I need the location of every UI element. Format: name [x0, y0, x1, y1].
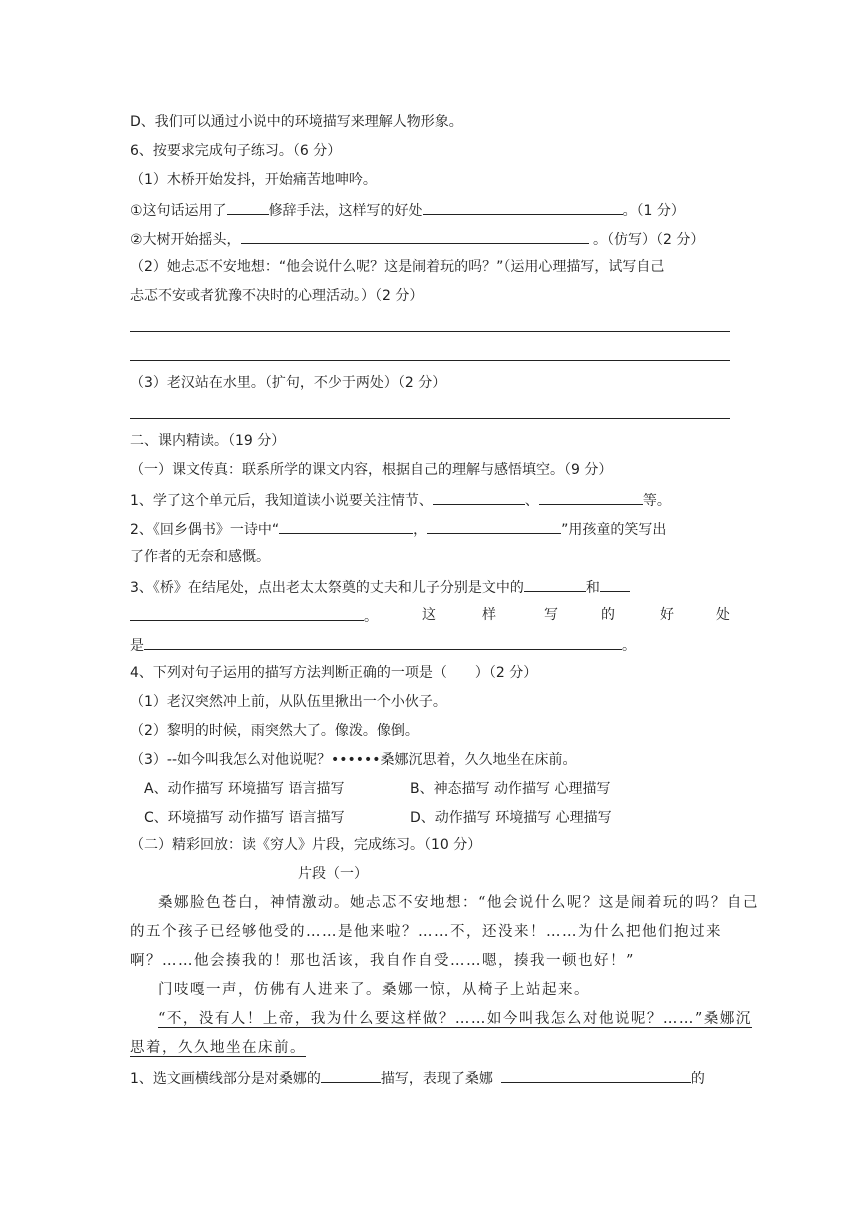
excerpt-question-1: 1、选文画横线部分是对桑娜的 描写，表现了桑娜 的 [130, 1067, 705, 1089]
fill-item-3-line2: 。 [130, 605, 378, 627]
fill-item-2: 2、《回乡偶书》一诗中“ ， ”用孩童的笑写出 [130, 518, 666, 540]
blank-mood[interactable] [501, 1067, 691, 1083]
sentence-2: （2）黎明的时候，雨突然大了。像泼。像倒。 [130, 723, 419, 739]
excerpt-para-1-line-1: 桑娜脸色苍白，神情激动。她忐忑不安地想：“他会说什么呢？这是闹着玩的吗？自己 [158, 895, 759, 911]
spaced-char: 样 [482, 607, 496, 623]
spaced-char: 的 [601, 607, 615, 623]
section-2-heading: 二、课内精读。（19 分） [130, 433, 286, 449]
blank-husband[interactable] [524, 576, 586, 592]
sentence-1: （1）老汉突然冲上前，从队伍里揪出一个小伙子。 [130, 694, 447, 710]
spaced-char: 处 [716, 607, 730, 623]
q6-part2-line2: 忐忑不安或者犹豫不决时的心理活动。）（2 分） [130, 288, 424, 304]
q6-part1-item1: ①这句话运用了 修辞手法，这样写的好处 。（1 分） [130, 199, 685, 221]
excerpt-para-3-line-1 [158, 1009, 752, 1029]
fill-item-4: 4、下列对句子运用的描写方法判断正确的一项是（ ）（2 分） [130, 665, 538, 681]
choice-c[interactable]: C、环境描写 动作描写 语言描写 [144, 810, 345, 826]
answer-line[interactable] [130, 418, 730, 419]
blank-benefit[interactable] [423, 199, 623, 215]
blank-element-2[interactable] [539, 489, 643, 505]
choice-a[interactable]: A、动作描写 环境描写 语言描写 [144, 781, 345, 797]
spaced-char: 这 [422, 607, 436, 623]
answer-line[interactable] [130, 360, 730, 361]
blank-effect[interactable] [144, 634, 622, 650]
underlined-text: 思着，久久地坐在床前。 [130, 1040, 306, 1056]
blank-rhetoric[interactable] [227, 199, 269, 215]
underlined-text: “不，没有人！上帝，我为什么要这样做？……如今叫我怎么对他说呢？……”桑娜沉 [158, 1011, 752, 1027]
excerpt-para-2: 门吱嘎一声，仿佛有人进来了。桑娜一惊，从椅子上站起来。 [158, 982, 590, 998]
choice-d[interactable]: D、动作描写 环境描写 心理描写 [410, 810, 612, 826]
excerpt-title: 片段（一） [298, 866, 368, 882]
blank-element-1[interactable] [433, 489, 525, 505]
blank-son[interactable] [600, 576, 630, 592]
q6-part1-sentence: （1）木桥开始发抖，开始痛苦地呻吟。 [130, 172, 377, 188]
excerpt-para-1-line-3: 啊？……他会揍我的！那也活该，我自作自受……嗯，揍我一顿也好！” [130, 953, 635, 969]
blank-son-cont[interactable] [130, 605, 364, 621]
choice-b[interactable]: B、神态描写 动作描写 心理描写 [410, 781, 611, 797]
q6-part2-line1: （2）她忐忑不安地想：“他会说什么呢？这是闹着玩的吗？”（运用心理描写，试写自己 [130, 259, 665, 275]
sentence-3: （3）--如今叫我怎么对他说呢？••••••桑娜沉思着，久久地坐在床前。 [130, 752, 577, 768]
spaced-char: 好 [660, 607, 674, 623]
fill-item-3: 3、《桥》在结尾处，点出老太太祭奠的丈夫和儿子分别是文中的 和 [130, 576, 630, 598]
excerpt-para-3-line-2 [130, 1038, 306, 1058]
excerpt-para-1-line-2: 的五个孩子已经够他受的……是他来啦？……不，还没来！……为什么把他们抱过来 [130, 924, 722, 940]
blank-poem-line-2[interactable] [427, 518, 561, 534]
blank-poem-line-1[interactable] [279, 518, 413, 534]
spaced-char: 写 [544, 607, 558, 623]
subsection-2-heading: （二）精彩回放：读《穷人》片段，完成练习。（10 分） [130, 837, 482, 853]
option-d-line: D、我们可以通过小说中的环境描写来理解人物形象。 [130, 114, 463, 130]
blank-description-type[interactable] [321, 1067, 381, 1083]
blank-imitation[interactable] [241, 228, 589, 244]
question-6-heading: 6、按要求完成句子练习。（6 分） [130, 143, 342, 159]
fill-item-3-line3: 是 。 [130, 634, 636, 656]
answer-line[interactable] [130, 331, 730, 332]
q6-part3: （3）老汉站在水里。（扩句，不少于两处）（2 分） [130, 375, 447, 391]
subsection-1-heading: （一）课文传真：联系所学的课文内容，根据自己的理解与感悟填空。（9 分） [130, 462, 613, 478]
fill-item-2-cont: 了作者的无奈和感慨。 [130, 549, 270, 565]
q6-part1-item2: ②大树开始摇头， 。（仿写）（2 分） [130, 228, 704, 250]
fill-item-1: 1、学了这个单元后，我知道读小说要关注情节、 、 等。 [130, 489, 671, 511]
